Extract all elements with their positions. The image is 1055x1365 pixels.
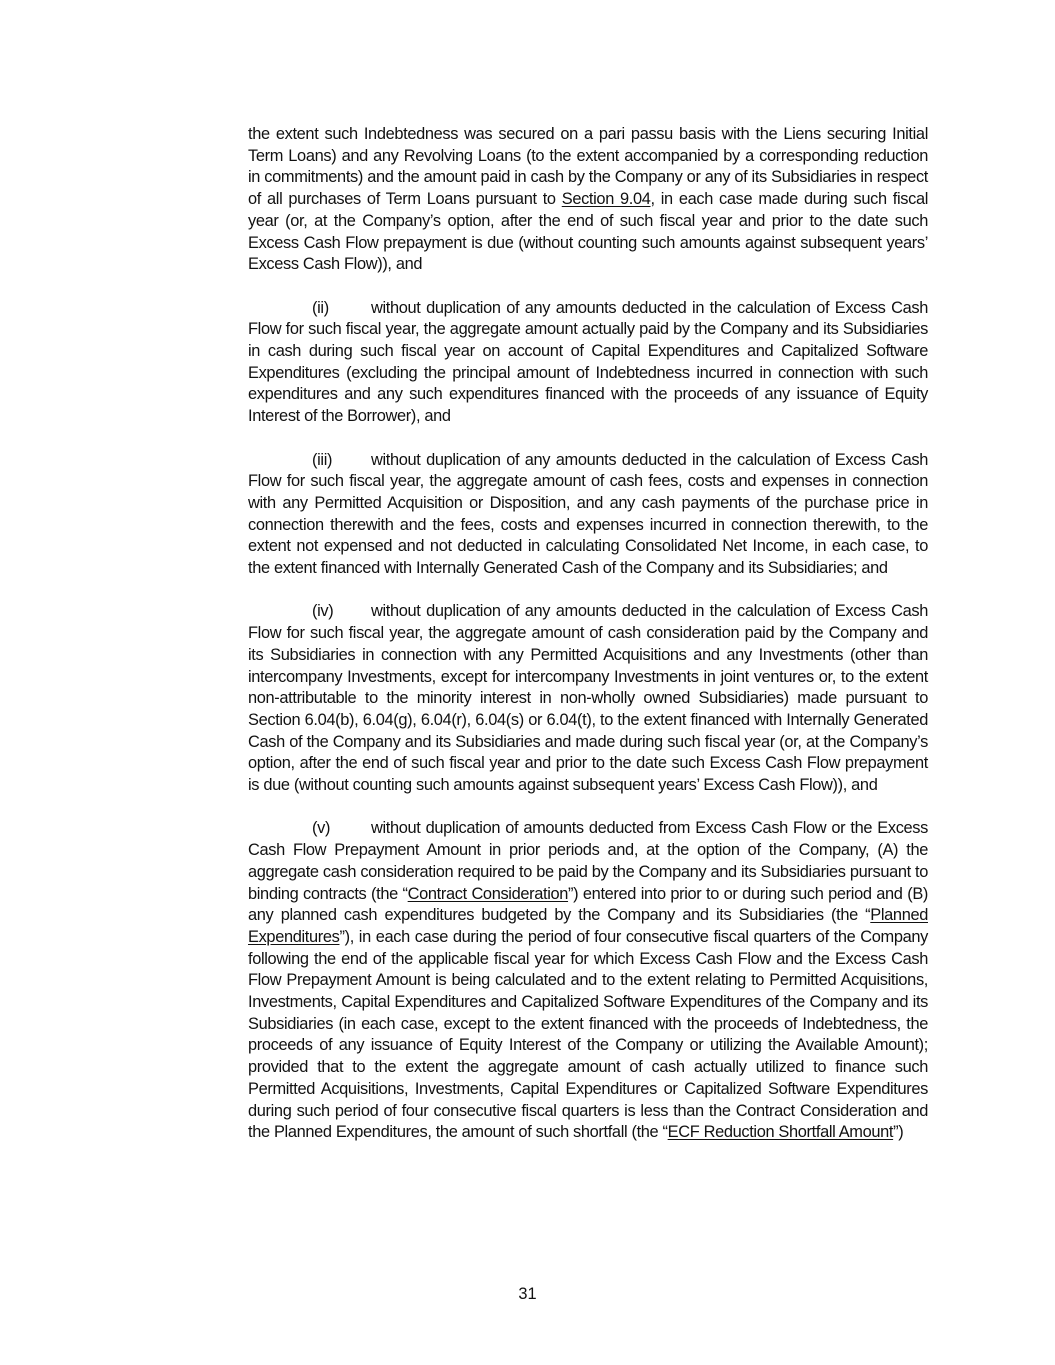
paragraph-text: without duplication of amounts deducted from Excess Cash Flow or the Excess Cash Flow Prepayment Amount in prior periods and, at the option of the Company, (A) the aggregate cash consideration required to be paid by the Company and its Subsidiaries pursuant to binding contracts (the “ (248, 819, 928, 903)
clause-number: (v) (312, 819, 331, 838)
page-number: 31 (518, 1285, 537, 1303)
paragraph-text: the extent such Indebtedness was secured on a pari passu basis with the Liens securing Initial Term Loans) and any Revolving Loans (to the extent accompanied by a corresponding reduction in commitments) and the amount paid in cash by the Company or any of its Subsidiaries in respect of all purchases of Term Loans pursuant to (248, 125, 928, 209)
paragraph-text: without duplication of any amounts deducted in the calculation of Excess Cash Flow for such fiscal year, the aggregate amount of cash consideration paid by the Company and its Subsidiaries in connection with any Permitted Acquisitions and any Investments (other than intercompany Investments, except for intercompany Investments in joint ventures or, to the extent non-attributable to the minority interest in non-wholly owned Subsidiaries) made pursuant to Section 6.04(b), 6.04(g), 6.04(r), 6.04(s) or 6.04(t), to the extent financed with Internally Generated Cash of the Company and its Subsidiaries and made during such fiscal year (or, at the Company’s option, after the end of such fiscal year and prior to the date such Excess Cash Flow prepayment is due (without counting such amounts against subsequent years’ Excess Cash Flow)), and (248, 602, 928, 795)
paragraph-text: without duplication of any amounts deducted in the calculation of Excess Cash Flow for such fiscal year, the aggregate amount of cash fees, costs and expenses in connection with any Permitted Acquisition or Disposition, and any cash payments of the purchase price in connection therewith and the fees, costs and expenses incurred in connection therewith, to the extent not expensed and not deducted in calculating Consolidated Net Income, in each case, to the extent financed with Internally Generated Cash of the Company and its Subsidiaries; and (248, 450, 928, 578)
section-reference-link: Section 9.04 (561, 190, 651, 209)
clause-number: (iv) (312, 602, 334, 621)
defined-term-ecf-reduction-shortfall: ECF Reduction Shortfall Amount (667, 1123, 894, 1142)
document-body (248, 124, 928, 1166)
paragraph-v (248, 818, 928, 1144)
clause-number: (ii) (312, 298, 329, 317)
paragraph-ii (248, 298, 928, 428)
paragraph-iii (248, 450, 928, 580)
defined-term-contract-consideration: Contract Consideration (407, 884, 569, 903)
clause-number: (iii) (312, 450, 333, 469)
defined-term-planned-expenditures: Planned Expenditures (248, 906, 928, 946)
paragraph-continuation (248, 124, 928, 276)
paragraph-text: ”) entered into prior to or during such period and (B) any planned cash expenditures budgeted by the Company and its Subsidiaries (the “ (248, 884, 929, 925)
paragraph-text: ”) (893, 1123, 904, 1142)
paragraph-text: without duplication of any amounts deducted in the calculation of Excess Cash Flow for such fiscal year, the aggregate amount actually paid by the Company and its Subsidiaries in cash during such fiscal year on account of Capital Expenditures and Capitalized Software Expenditures (excluding the principal amount of Indebtedness incurred in connection with such expenditures and any such expenditures financed with the proceeds of any issuance of Equity Interest of the Borrower), and (248, 298, 928, 426)
paragraph-text: ”), in each case during the period of four consecutive fiscal quarters of the Company following the end of the applicable fiscal year for which Excess Cash Flow and the Excess Cash Flow Prepayment Amount is being calculated and to the extent relating to Permitted Acquisitions, Investments, Capital Expenditures and Capitalized Software Expenditures of the Company and its Subsidiaries (in each case, except to the extent financed with the proceeds of Indebtedness, the proceeds of any issuance of Equity Interest of the Company or utilizing the Available Amount); provided that to the extent the aggregate amount of cash actually utilized to finance such Permitted Acquisitions, Investments, Capital Expenditures or Capitalized Software Expenditures during such period of four consecutive fiscal quarters is less than the Contract Consideration and the Planned Expenditures, the amount of such shortfall (the “ (248, 927, 928, 1142)
paragraph-iv (248, 601, 928, 796)
paragraph-text: , in each case made during such fiscal year (or, at the Company’s option, after the end of such fiscal year and prior to the date such Excess Cash Flow prepayment is due (without counting such amounts against subsequent years’ Excess Cash Flow)), and (248, 190, 928, 274)
